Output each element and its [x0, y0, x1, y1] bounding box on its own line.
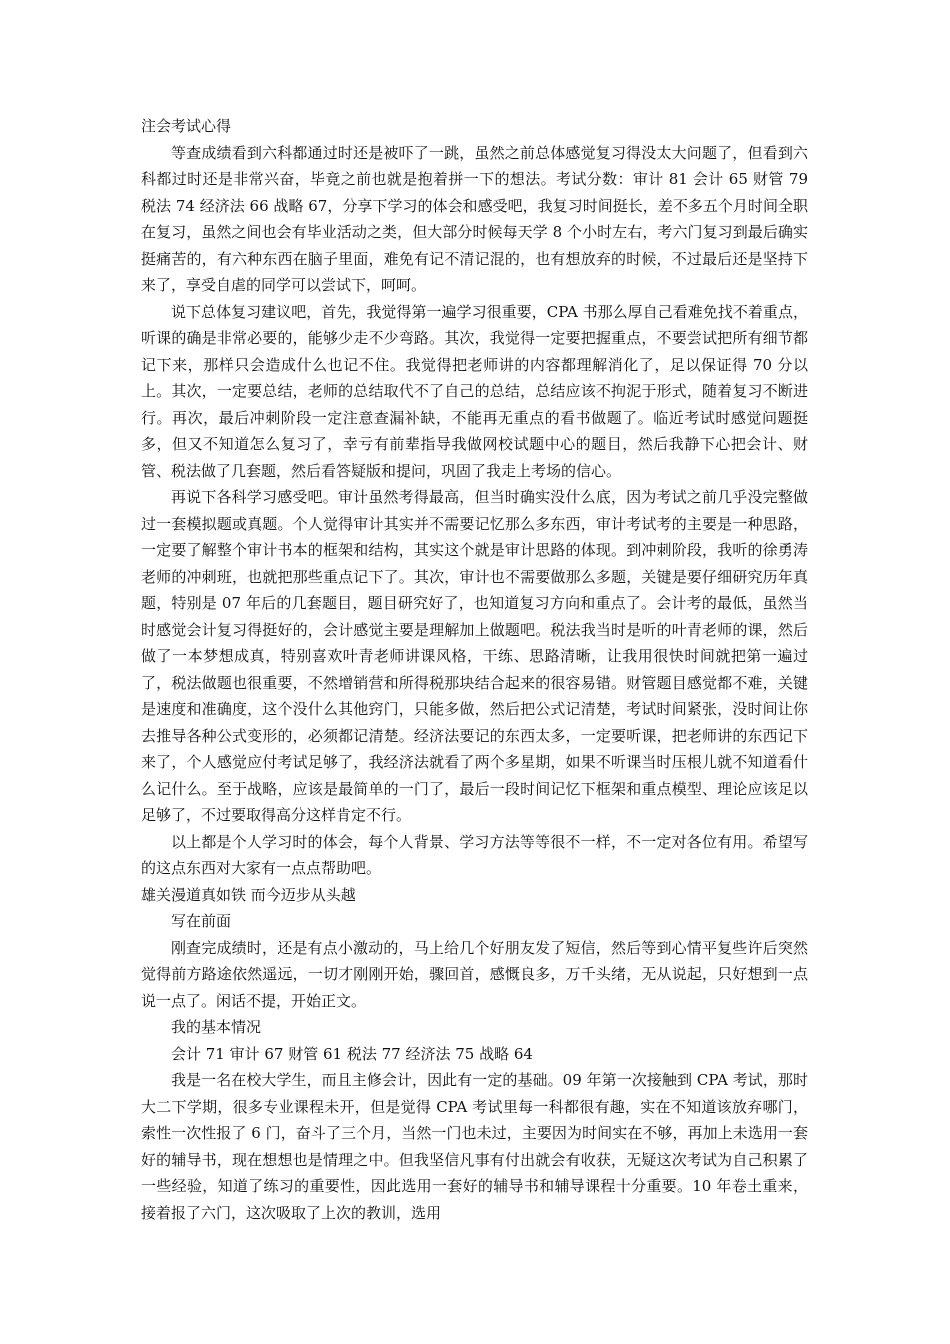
article1-paragraph-3: 再说下各科学习感受吧。审计虽然考得最高，但当时确实没什么底，因为考试之前几乎没完整做过一套模拟题或真题。个人觉得审计其实并不需要记忆那么多东西，审计考试考的主要是一种思路，一定要了解整个审计书本的框架和结构，其实这个就是审计思路的体现。到冲刺阶段，我听的徐勇涛老师的冲刺班，也就把那些重点记下了。其次，审计也不需要做那么多题，关键是要仔细研究历年真题，特别是 07 年后的几套题目，题目研究好了，也知道复习方向和重点了。会计考的最低，虽然当时感觉会计复习得挺好的，会计感觉主要是理解加上做题吧。税法我当时是听的叶青老师的课，然后做了一本梦想成真，特别喜欢叶青老师讲课风格，干练、思路清晰，让我用很快时间就把第一遍过了，税法做题也很重要，不然增销营和所得税那块结合起来的很容易错。财管题目感觉都不难，关键是速度和准确度，这个没什么其他窍门，只能多做，然后把公式记清楚，考试时间紧张，没时间让你去推导各种公式变形的，必须都记清楚。经济法要记的东西太多，一定要听课，把老师讲的东西记下来了，个人感觉应付考试足够了，我经济法就看了两个多星期，如果不听课当时压根儿就不知道看什么记什么。至于战略，应该是最简单的一门了，最后一段时间记忆下框架和重点模型、理论应该足以足够了，不过要取得高分这样肯定不行。 [141, 488, 808, 824]
article2-section-heading-basic-info: 我的基本情况 [171, 1018, 262, 1036]
article2-section-heading-foreword: 写在前面 [171, 912, 232, 930]
article2-title: 雄关漫道真如铁 而今迈步从头越 [141, 885, 356, 904]
article2-paragraph-basic-info: 我是一名在校大学生，而且主修会计，因此有一定的基础。09 年第一次接触到 CPA 考试，那时大二下学期，很多专业课程未开，但是觉得 CPA 考试里每一科都很有趣，实在不知道该放弃哪门，索性一次性报了 6 门，奋斗了三个月，当然一门也未过，主要因为时间实在不够，再加上未选用一套好的辅导书，现在想想也是情理之中。但我坚信凡事有付出就会有收获，无疑这次考试为自己积累了一些经验，知道了练习的重要性，因此选用一套好的辅导书和辅导课程十分重要。10 年卷土重来，接着报了六门，这次吸取了上次的教训，选用 [141, 1071, 808, 1222]
article1-title: 注会考试心得 [141, 117, 232, 135]
article2-scores-line: 会计 71 审计 67 财管 61 税法 77 经济法 75 战略 64 [171, 1044, 533, 1063]
article1-paragraph-2: 说下总体复习建议吧，首先，我觉得第一遍学习很重要，CPA 书那么厚自己看难免找不着重点，听课的确是非常必要的，能够少走不少弯路。其次，我觉得一定要把握重点，不要尝试把所有细节都记下来，那样只会造成什么也记不住。我觉得把老师讲的内容都理解消化了，足以保证得 70 分以上。其次，一定要总结，老师的总结取代不了自己的总结，总结应该不拘泥于形式，随着复习不断进行。再次，最后冲刺阶段一定注意查漏补缺，不能再无重点的看书做题了。临近考试时感觉问题挺多，但又不知道怎么复习了，幸亏有前辈指导我做网校试题中心的题目，然后我静下心把会计、财管、税法做了几套题，然后看答疑版和提问，巩固了我走上考场的信心。 [141, 302, 808, 480]
article2-paragraph-foreword: 刚查完成绩时，还是有点小激动的，马上给几个好朋友发了短信，然后等到心情平复些许后突然觉得前方路途依然遥远，一切才刚刚开始，骤回首，感慨良多，万千头绪，无从说起，只好想到一点说一点了。闲话不提，开始正文。 [141, 938, 808, 1010]
document-page [141, 113, 808, 1226]
article1-paragraph-1: 等查成绩看到六科都通过时还是被吓了一跳，虽然之前总体感觉复习得没太大问题了，但看到六科都过时还是非常兴奋，毕竟之前也就是抱着拼一下的想法。考试分数：审计 81 会计 65 财管 79 税法 74 经济法 66 战略 67，分享下学习的体会和感受吧，我复习时间挺长，差不多五个月时间全职在复习，虽然之间也会有毕业活动之类，但大部分时候每天学 8 个小时左右，考六门复习到最后确实挺痛苦的，有六种东西在脑子里面，难免有记不清记混的，也有想放弃的时候，不过最后还是坚持下来了，享受自虐的同学可以尝试下，呵呵。 [141, 143, 808, 294]
article1-paragraph-4: 以上都是个人学习时的体会，每个人背景、学习方法等等很不一样，不一定对各位有用。希望写的这点东西对大家有一点点帮助吧。 [141, 832, 808, 877]
